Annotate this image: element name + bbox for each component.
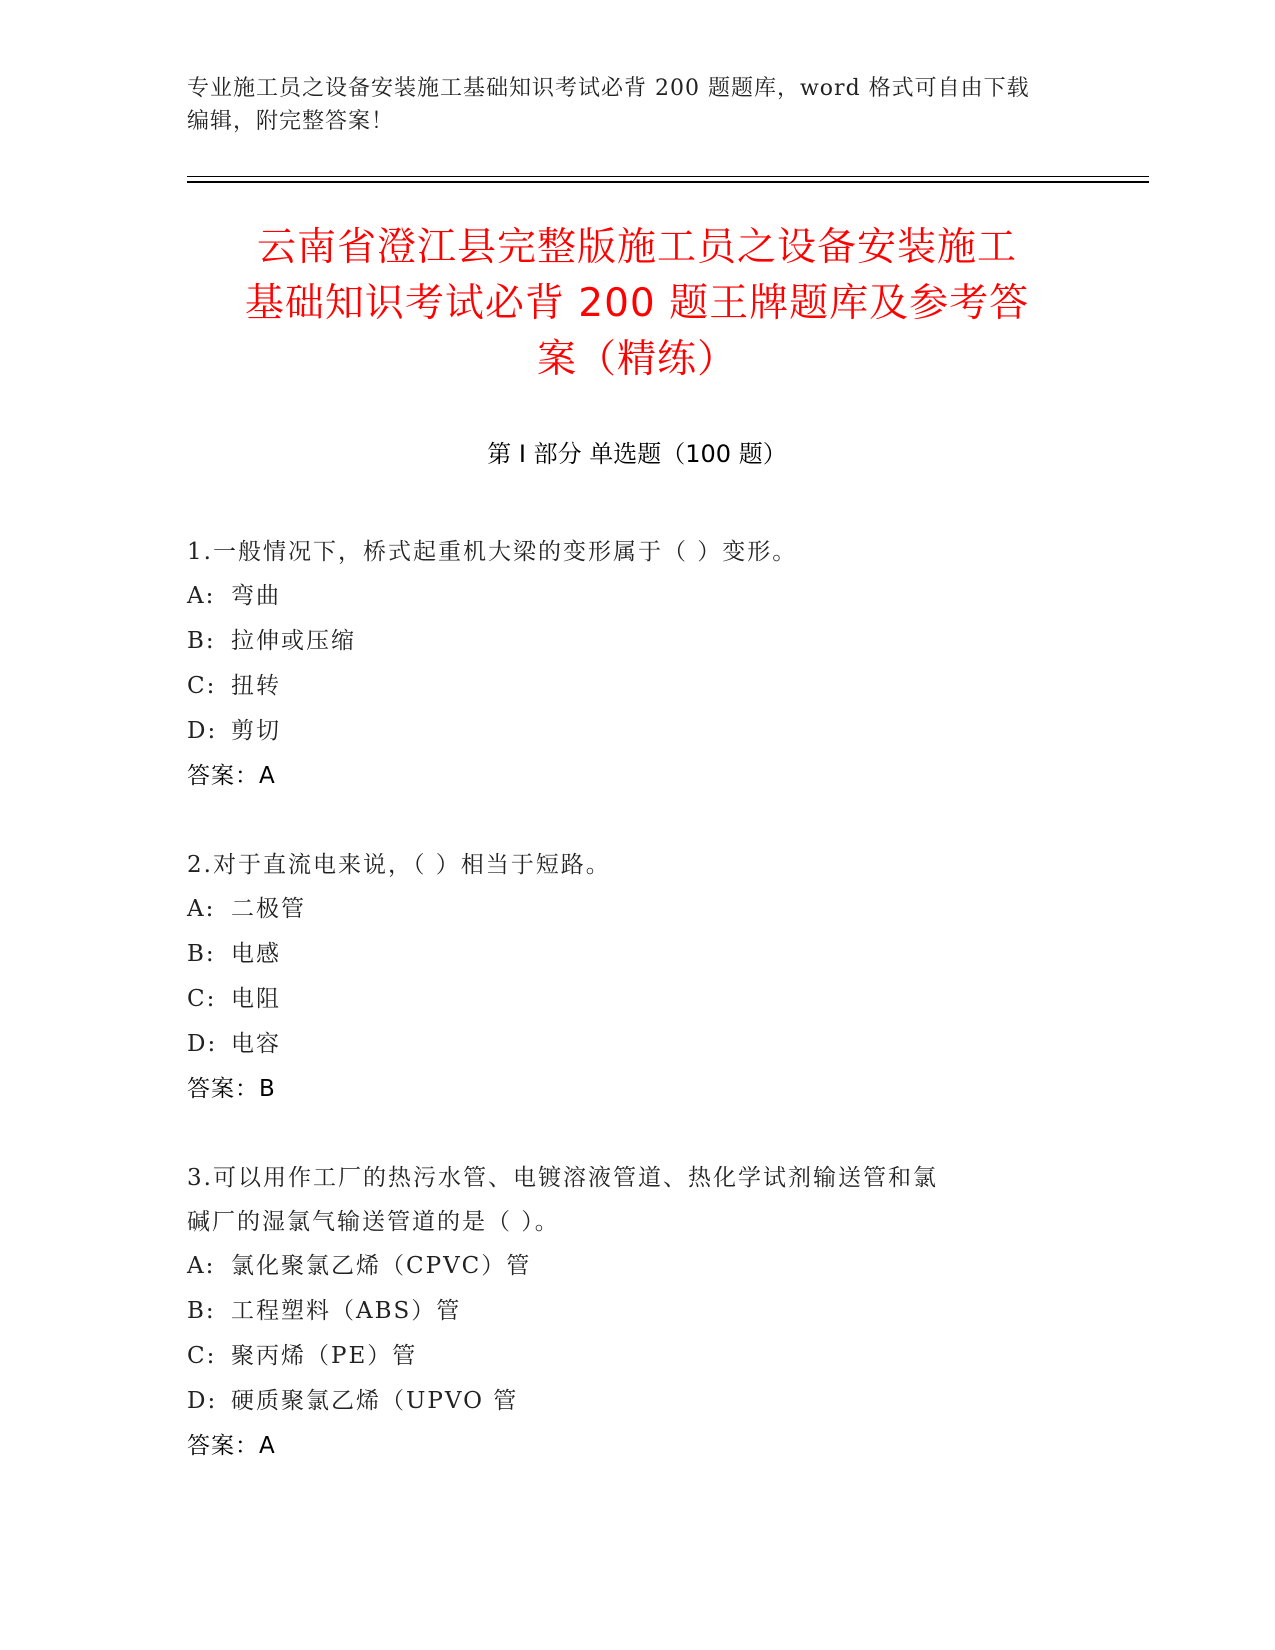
option-key: B: [187,628,216,654]
option-text: 剪切 [231,718,281,744]
option-key: D: [187,718,218,744]
document-title-line: 云南省澄江县完整版施工员之设备安装施工 [256,225,1017,270]
question-answer: 答案：B [187,1076,276,1102]
option-key: A: [187,1253,216,1279]
option-key: B: [187,941,216,967]
option-text: 氯化聚氯乙烯（CPVC）管 [231,1253,532,1279]
option-key: D: [187,1388,218,1414]
option-text: 电容 [231,1031,281,1057]
question-option [187,1289,1087,1334]
option-text: 电感 [231,941,281,967]
question-stem: 1.一般情况下，桥式起重机大梁的变形属于（ ）变形。 [187,539,798,565]
question-option [187,709,1087,754]
question-item [187,1156,1087,1469]
option-text: 弯曲 [231,583,281,609]
question-stem: 碱厂的湿氯气输送管道的是（ ）。 [187,1209,560,1235]
question-stem: 2.对于直流电来说，（ ）相当于短路。 [187,852,611,878]
question-stem: 3.可以用作工厂的热污水管、电镀溶液管道、热化学试剂输送管和氯 [187,1165,938,1191]
option-text: 拉伸或压缩 [231,628,356,654]
question-option [187,619,1087,664]
header-note-line: 编辑，附完整答案！ [187,109,395,134]
option-key: C: [187,986,217,1012]
question-answer: 答案：A [187,1433,276,1459]
option-text: 硬质聚氯乙烯（UPVO 管 [231,1388,519,1414]
header-note [187,72,1087,138]
question-option [187,574,1087,619]
question-answer: 答案：A [187,763,276,789]
option-text: 聚丙烯（PE）管 [231,1343,418,1369]
option-key: C: [187,673,217,699]
question-option [187,1334,1087,1379]
option-key: D: [187,1031,218,1057]
question-option [187,1022,1087,1067]
question-option [187,1244,1087,1289]
document-title-line: 案（精练） [536,337,737,382]
option-text: 工程塑料（ABS）管 [231,1298,462,1324]
question-list [187,530,1087,1513]
option-text: 电阻 [231,986,281,1012]
question-item [187,843,1087,1112]
header-divider [187,181,1149,183]
document-title-line: 基础知识考试必背 200 题王牌题库及参考答 [244,281,1030,326]
question-item [187,530,1087,799]
option-text: 扭转 [231,673,281,699]
option-text: 二极管 [231,896,306,922]
option-key: A: [187,583,216,609]
option-key: B: [187,1298,216,1324]
question-option [187,887,1087,932]
section-heading: 第 I 部分 单选题（100 题） [487,440,787,468]
question-option [187,664,1087,709]
question-option [187,977,1087,1022]
option-key: C: [187,1343,217,1369]
option-key: A: [187,896,216,922]
header-note-line: 专业施工员之设备安装施工基础知识考试必背 200 题题库，word 格式可自由下载 [187,76,1030,101]
question-option [187,932,1087,977]
question-option [187,1379,1087,1424]
header-divider [187,176,1149,177]
document-title [187,220,1087,388]
